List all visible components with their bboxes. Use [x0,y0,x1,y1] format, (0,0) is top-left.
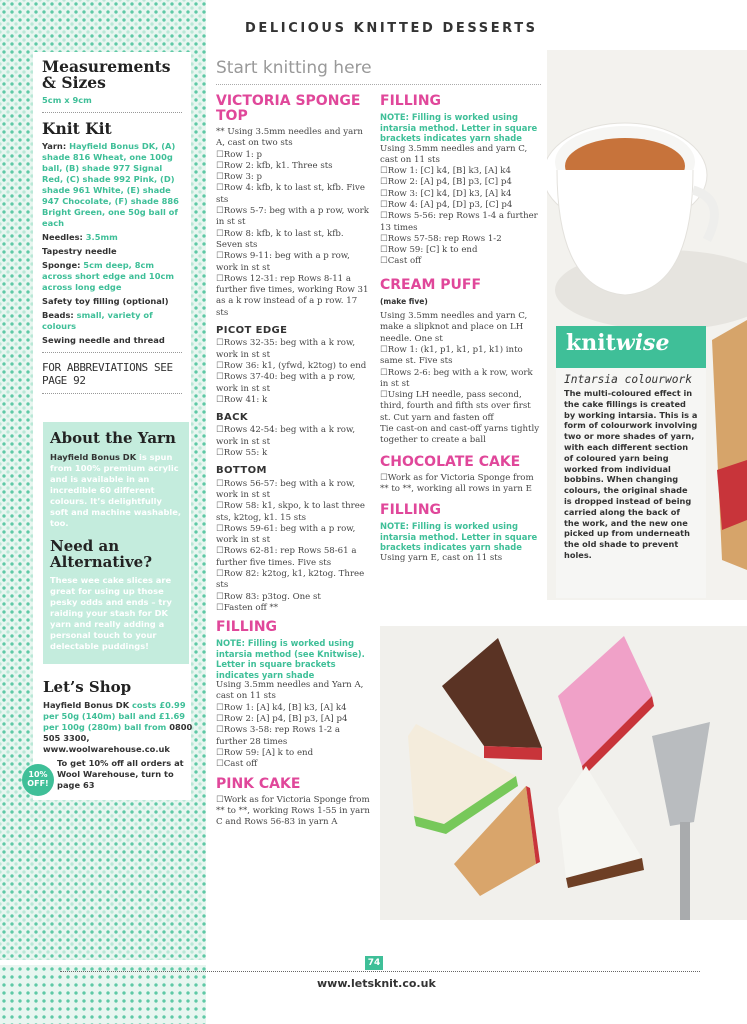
back-title: BACK [216,412,249,424]
shop-phone: 0800 505 3300 [43,722,193,743]
instruction-row[interactable]: ☐ Rows 9-11: beg with a p row, work in st st [216,251,371,274]
cream-end: Tie cast-on and cast-off yarns tightly together to create a ball [380,424,540,446]
sponge-value: 5cm deep, 8cm across short edge and 10cm across long edge [42,260,175,292]
instruction-row[interactable]: ☐ Row 2: kfb, k1. Three sts [216,161,371,172]
kit-safety: Safety toy filling (optional) [42,296,169,306]
filling-c-title: FILLING [380,93,442,109]
victoria-rows [216,150,371,319]
instruction-row[interactable]: ☐ Work as for Victoria Sponge from ** to **, working all rows in yarn E [380,473,543,496]
instruction-row[interactable]: ☐ Row 83: p3tog. One st [216,592,371,603]
instruction-row[interactable]: ☐ Row 1: (k1, p1, k1, p1, k1) into same st. Five sts [380,345,543,368]
filling-title: FILLING [216,619,278,636]
instruction-row[interactable]: ☐ Row 2: [A] p4, [B] p3, [A] p4 [216,714,371,725]
yarn-label: Yarn: [42,141,67,151]
kit-yarn [42,141,182,229]
instruction-row[interactable]: ☐ Row 59: [C] k to end [380,245,540,256]
about-yarn-title: About the Yarn [50,429,176,447]
instruction-row[interactable]: ☐ Rows 57-58: rep Rows 1-2 [380,234,540,245]
kit-tapestry: Tapestry needle [42,246,117,256]
instruction-row[interactable]: ☐ Work as for Victoria Sponge from ** to **, working Rows 1-55 in yarn C and Rows 56-83 in yarn A [216,795,371,829]
column-left [216,94,371,828]
cream-title: CREAM PUFF [380,276,482,293]
instruction-row[interactable]: ☐ Row 2: [A] p4, [B] p3, [C] p4 [380,177,540,188]
shop-text: Hayfield Bonus DK costs £0.99 per 50g (140m) ball and £1.69 per 100g (280m) ball from 0800 505 3300, www.woolwarehouse.co.uk [43,700,193,754]
instruction-row[interactable]: ☐ Rows 59-61: beg with a p row, work in st st [216,524,371,547]
instruction-row[interactable]: ☐ Cast off [216,759,371,770]
shop-section [43,679,193,791]
instruction-row[interactable]: ☐ Row 1: [C] k4, [B] k3, [A] k4 [380,166,540,177]
instruction-row[interactable]: ☐ Row 4: [A] p4, [D] p3, [C] p4 [380,200,540,211]
alternative-text: These wee cake slices are great for using up those pesky odds and ends – try raiding your stash for DK yarn and really adding a personal touch to your delectable puddings! [50,575,172,651]
cakes-illustration [380,626,747,920]
instruction-row[interactable]: ☐ Rows 56-57: beg with a k row, work in st st [216,479,371,502]
footer-url[interactable]: www.letsknit.co.uk [317,977,436,990]
knitwise-brand-a: knit [566,330,616,356]
measurements-title: Measurements & Sizes [42,57,171,92]
pink-title: PINK CAKE [216,775,301,792]
filling-c-intro: Using 3.5mm needles and yarn C, cast on 11 sts [380,143,528,165]
knitwise-box [556,326,706,598]
kit-sponge [42,260,182,293]
instruction-row[interactable]: ☐ Rows 5-7: beg with a p row, work in st st [216,206,371,229]
start-heading: Start knitting here [216,58,372,78]
instruction-row[interactable]: ☐ Row 58: k1, skpo, k to last three sts, k2tog, k1. 15 sts [216,501,371,524]
kit-sewing: Sewing needle and thread [42,335,165,345]
footer-rule [60,971,700,972]
page-number: 74 [365,956,383,970]
divider [42,393,182,394]
cream-sub: (make five) [380,296,428,306]
instruction-row[interactable]: ☐ Row 1: [A] k4, [B] k3, [A] k4 [216,703,371,714]
bottom-title: BOTTOM [216,465,267,477]
sponge-label: Sponge: [42,260,81,270]
instruction-row[interactable]: ☐ Row 82: k2tog, k1, k2tog. Three sts [216,569,371,592]
filling-rows [216,703,371,771]
beads-value: small, variety of colours [42,310,153,331]
kit-needles [42,232,182,243]
instruction-row[interactable]: ☐ Row 36: k1, (yfwd, k2tog) to end [216,361,371,372]
cream-rows [380,345,543,424]
about-yarn-text [50,452,182,529]
needles-label: Needles: [42,232,83,242]
shop-brand: Hayfield Bonus DK [43,700,130,710]
shop-prices: costs £0.99 per 50g (140m) ball and £1.69 per 100g (280m) ball from [43,700,186,732]
picot-title: PICOT EDGE [216,325,288,337]
instruction-row[interactable]: ☐ Row 41: k [216,395,371,406]
patterned-band-bottom [0,965,206,1024]
page-header: DELICIOUS KNITTED DESSERTS [245,21,538,36]
beads-label: Beads: [42,310,74,320]
instruction-row[interactable]: ☐ Row 59: [A] k to end [216,748,371,759]
about-yarn-body: is spun from 100% premium acrylic and is available in an incredible 60 different colours. It’s delightfully soft and machine washable, too. [50,452,182,528]
divider [42,112,182,113]
instruction-row[interactable]: ☐ Rows 12-31: rep Rows 8-11 a further five times, working Row 31 as a k row instead of a p row. 17 sts [216,274,371,319]
instruction-row[interactable]: ☐ Fasten off ** [216,603,371,614]
instruction-row[interactable]: ☐ Row 1: p [216,150,371,161]
cakes-photo [380,626,747,920]
alternative-title: Need an Alternative? [50,537,153,571]
filling-e-title: FILLING [380,502,442,519]
pink-rows [216,795,371,829]
filling-c-note: NOTE: Filling is worked using intarsia method. Letter in square brackets indicates yarn shade [380,112,538,143]
divider [42,352,182,353]
instruction-row[interactable]: ☐ Rows 5-56: rep Rows 1-4 a further 13 times [380,211,540,234]
kit-title: Knit Kit [42,119,112,138]
filling-intro: Using 3.5mm needles and Yarn A, cast on 11 sts [216,680,364,702]
abbreviations-note: FOR ABBREVIATIONS SEE PAGE 92 [42,361,173,387]
instruction-row[interactable]: ☐ Row 3: p [216,172,371,183]
instruction-row[interactable]: ☐ Rows 42-54: beg with a k row, work in st st [216,425,371,448]
victoria-intro: ** Using 3.5mm needles and yarn A, cast on two sts [216,127,363,149]
needles-value: 3.5mm [85,232,118,242]
picot-rows [216,338,371,406]
instruction-row[interactable]: ☐ Row 8: kfb, k to last st, kfb. Seven sts [216,229,371,252]
shop-offer: To get 10% off all orders at Wool Warehouse, turn to page 63 [57,758,184,790]
instruction-row[interactable]: ☐ Using LH needle, pass second, third, fourth and fifth sts over first st. Cut yarn and fasten off [380,390,543,424]
bottom-rows [216,479,371,615]
filling-e-note: NOTE: Filling is worked using intarsia method. Letter in square brackets indicates yarn shade [380,521,538,553]
kit-beads [42,310,182,332]
instruction-row[interactable]: ☐ Row 4: kfb, k to last st, kfb. Five sts [216,183,371,206]
filling-c-rows [380,166,540,268]
instruction-row[interactable]: ☐ Rows 37-40: beg with a p row, work in st st [216,372,371,395]
heading-rule [216,84,541,85]
instruction-row[interactable]: ☐ Rows 62-81: rep Rows 58-61 a further five times. Five sts [216,546,371,569]
instruction-row[interactable]: ☐ Rows 32-35: beg with a k row, work in st st [216,338,371,361]
filling-e-intro: Using yarn E, cast on 11 sts [380,552,503,563]
knitwise-brand [556,326,706,368]
instruction-row[interactable]: ☐ Row 55: k [216,448,371,459]
yarn-text: Hayfield Bonus DK, (A) shade 816 Wheat, one 100g ball, (B) shade 977 Signal Red, (C) shade 992 Pink, (D) shade 961 White, (E) shade 947 Chocolate, (F) shade 886 Bright Green, one 50g ball of each [42,141,179,228]
instruction-row[interactable]: ☐ Rows 3-58: rep Rows 1-2 a further 28 times [216,725,371,748]
discount-badge: 10% OFF! [22,764,54,796]
shop-title: Let’s Shop [43,678,132,696]
filling-note: NOTE: Filling is worked using intarsia method (see Knitwise). Letter in square brackets indicates yarn shade [216,638,365,680]
instruction-row[interactable]: ☐ Cast off [380,256,540,267]
choc-title: CHOCOLATE CAKE [380,453,521,470]
shop-web[interactable]: www.woolwarehouse.co.uk [43,744,170,754]
measurements-value: 5cm x 9cm [42,95,92,105]
yarn-info-box [43,422,189,664]
about-yarn-brand: Hayfield Bonus DK [50,452,137,462]
instruction-row[interactable]: ☐ Rows 2-6: beg with a k row, work in st st [380,368,543,391]
knitwise-text: The multi-coloured effect in the cake fillings is created by working intarsia. This is a form of colourwork involving two or more shades of yarn, with each different section of coloured yarn being worked from individual bobbins. When changing colours, the original shade is dropped instead of being carried along the back of the work, and the new one picked up from underneath the old shade to prevent holes. [564,388,698,560]
knitwise-brand-b: wise [615,330,670,356]
choc-rows [380,473,543,496]
victoria-title: VICTORIA SPONGE TOP [216,93,361,124]
knitwise-subtitle: Intarsia colourwork [564,373,692,386]
cream-intro: Using 3.5mm needles and yarn C, make a slipknot and place on LH needle. One st [380,311,528,344]
column-right [380,94,543,564]
instruction-row[interactable]: ☐ Row 3: [C] k4, [D] k3, [A] k4 [380,189,540,200]
back-rows [216,425,371,459]
